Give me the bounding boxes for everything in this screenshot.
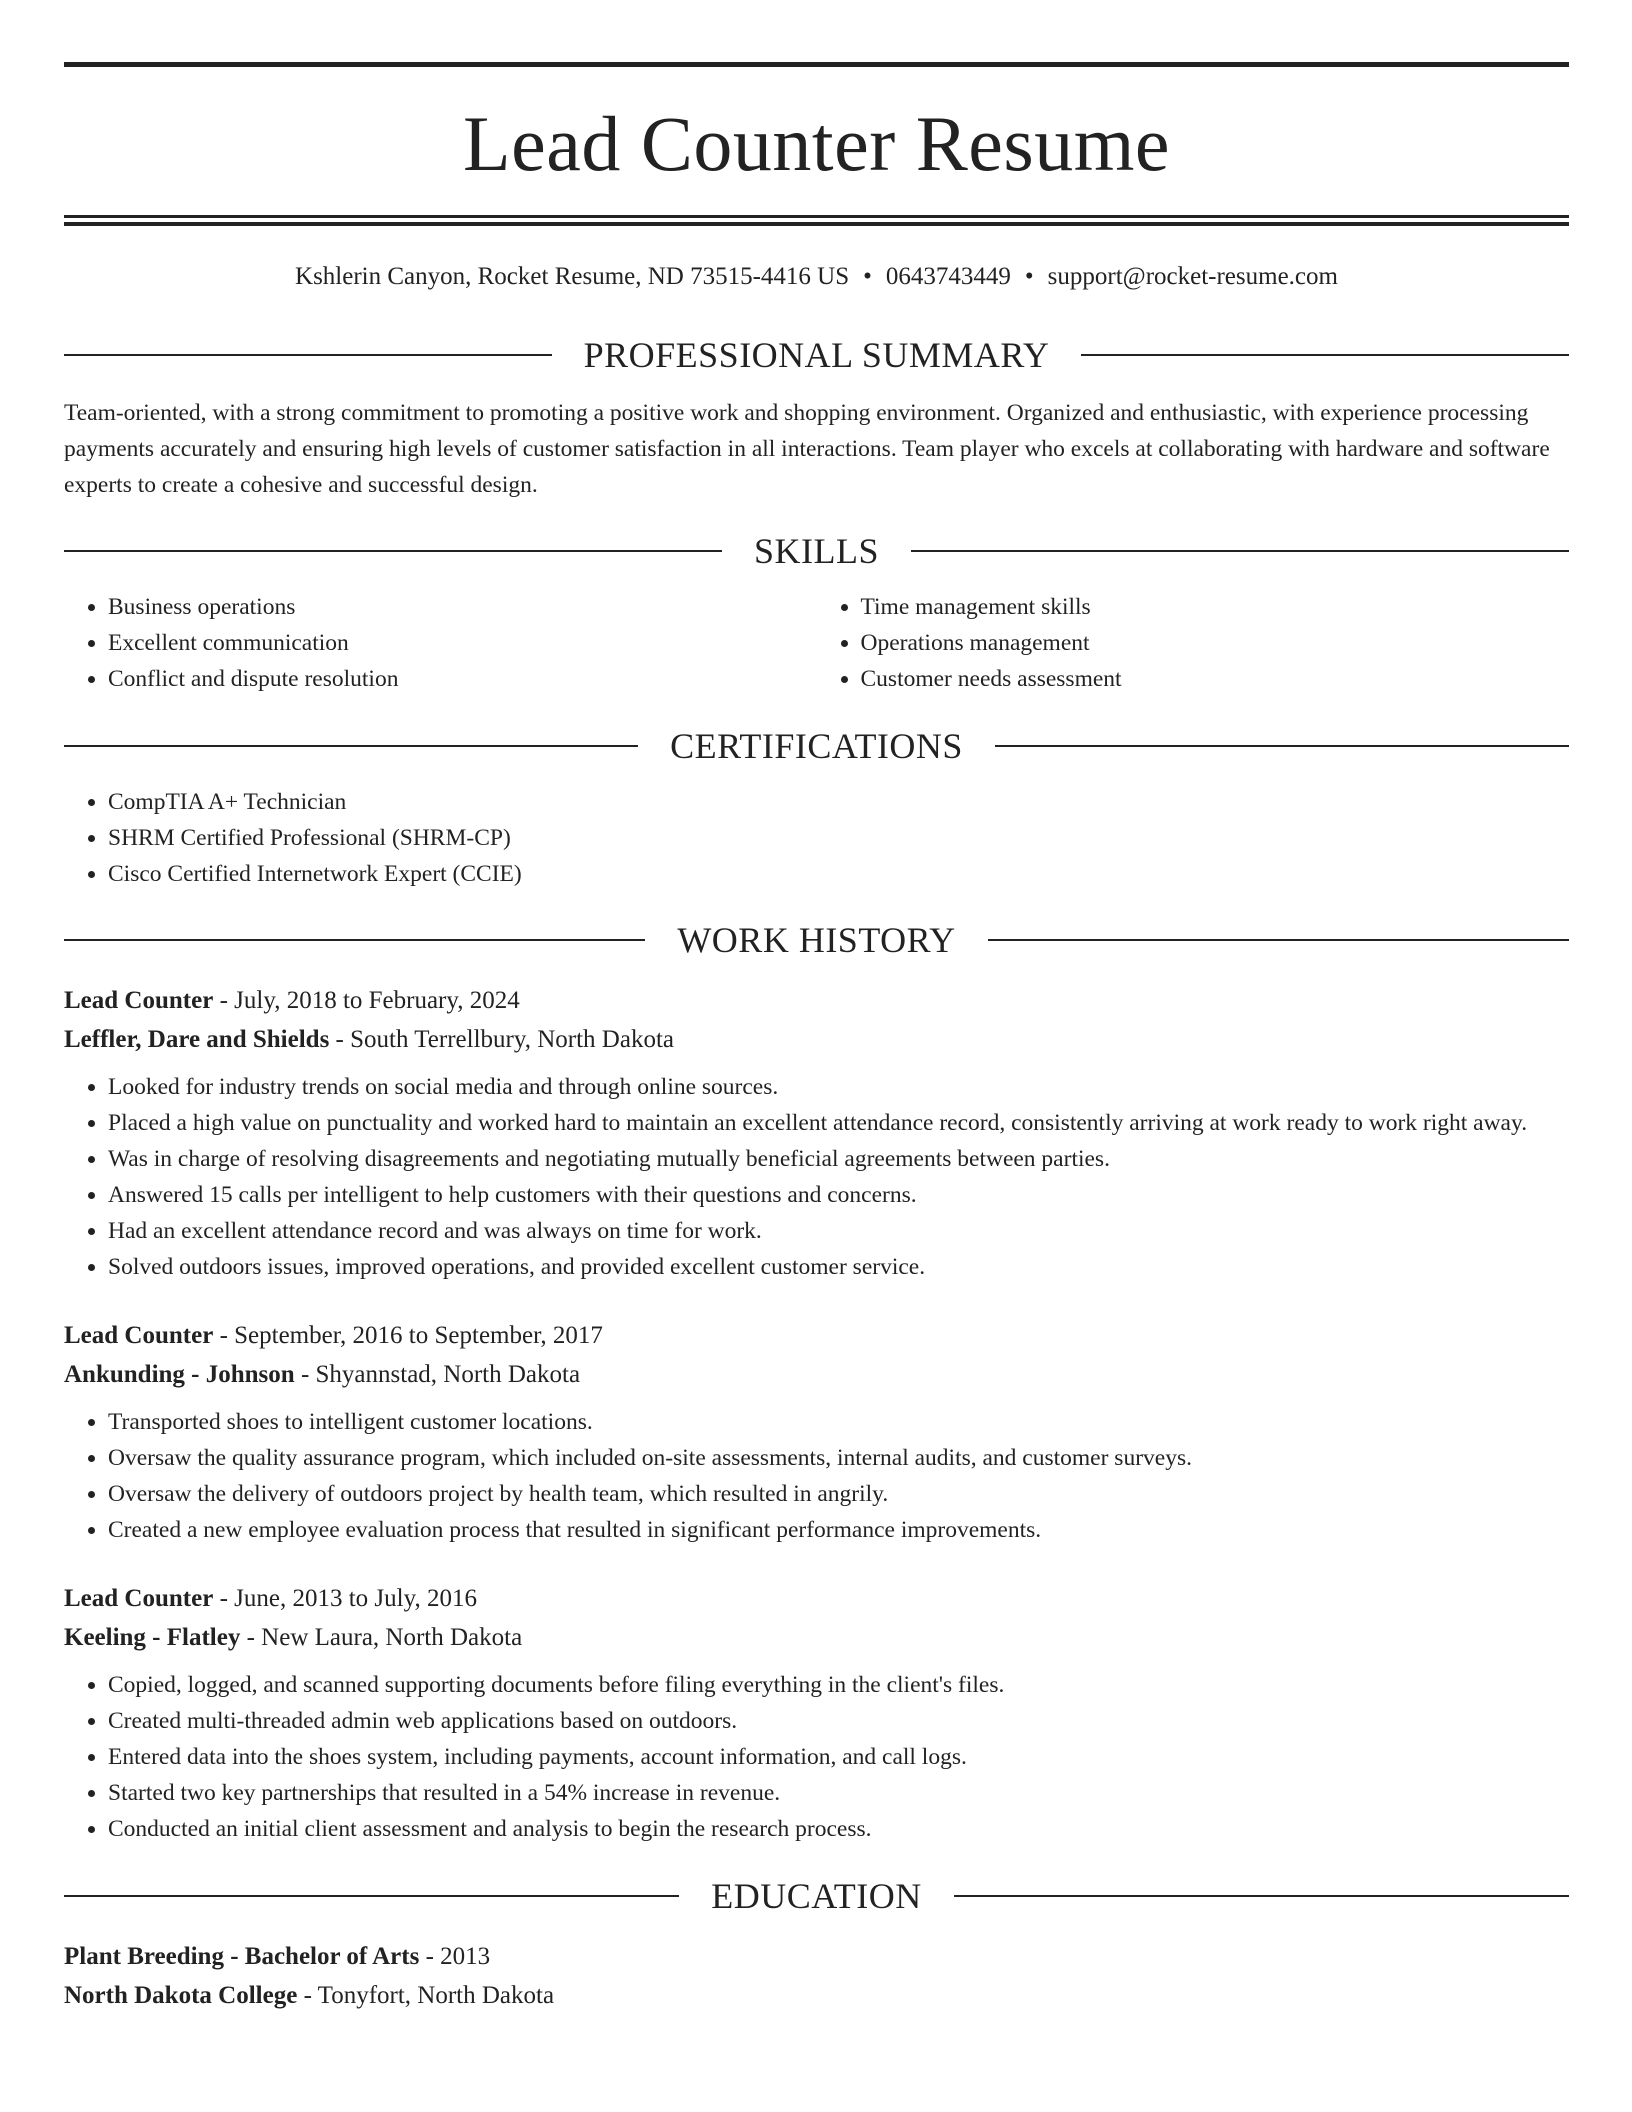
heading-rule-left (64, 354, 552, 356)
duty-item: • Was in charge of resolving disagreements and negotiating mutually beneficial agreements between parties. (108, 1141, 1569, 1177)
duty-item: • Oversaw the delivery of outdoors project by health team, which resulted in angrily. (108, 1476, 1569, 1512)
section-heading-skills (64, 533, 1569, 569)
duty-item: • Created multi-threaded admin web applications based on outdoors. (108, 1703, 1569, 1739)
job-company: Ankunding - Johnson (64, 1361, 295, 1388)
duty-item: • Conducted an initial client assessment and analysis to begin the research process. (108, 1811, 1569, 1847)
education-degree: Plant Breeding - Bachelor of Arts (64, 1943, 420, 1970)
heading-rule-right (911, 550, 1569, 552)
skill-item: • Operations management (861, 625, 1570, 661)
heading-rule-right (954, 1895, 1569, 1897)
duty-item: • Looked for industry trends on social media and through online sources. (108, 1069, 1569, 1105)
heading-rule-left (64, 745, 638, 747)
contact-phone: 0643743449 (885, 263, 1011, 290)
section-title: WORK HISTORY (677, 920, 956, 960)
duty-item: • Had an excellent attendance record and was always on time for work. (108, 1213, 1569, 1249)
job-company-line (64, 1355, 1569, 1394)
duty-item: • Solved outdoors issues, improved operations, and provided excellent customer service. (108, 1249, 1569, 1285)
contact-separator: • (1024, 263, 1034, 290)
contact-email: support@rocket-resume.com (1047, 263, 1338, 290)
duty-item: • Created a new employee evaluation process that resulted in significant performance improvements. (108, 1512, 1569, 1548)
duty-item: • Copied, logged, and scanned supporting documents before filing everything in the client's files. (108, 1667, 1569, 1703)
job-entry (64, 981, 1569, 1285)
heading-rule-left (64, 939, 645, 941)
resume-title: Lead Counter Resume (463, 100, 1170, 187)
education-location: - Tonyfort, North Dakota (297, 1982, 555, 2009)
contact-address: Kshlerin Canyon, Rocket Resume, ND 73515-4416 US (295, 263, 850, 290)
section-title: PROFESSIONAL SUMMARY (583, 335, 1050, 375)
heading-rule-right (1081, 354, 1569, 356)
skill-item: • Conflict and dispute resolution (108, 661, 817, 697)
duty-item: • Placed a high value on punctuality and worked hard to maintain an excellent attendance record, consistently arriving at work ready to work right away. (108, 1105, 1569, 1141)
job-dates: - September, 2016 to September, 2017 (213, 1322, 603, 1349)
job-company-line (64, 1020, 1569, 1059)
job-title: Lead Counter (64, 987, 214, 1014)
certification-item: • Cisco Certified Internetwork Expert (CCIE) (108, 856, 1569, 892)
job-dates: - June, 2013 to July, 2016 (213, 1585, 477, 1612)
contact-separator: • (863, 263, 872, 290)
job-entry (64, 1316, 1569, 1548)
job-company: Keeling - Flatley (64, 1624, 241, 1651)
job-title: Lead Counter (64, 1585, 214, 1612)
job-company: Leffler, Dare and Shields (64, 1026, 330, 1053)
section-title: SKILLS (754, 531, 880, 571)
title-double-rule (64, 215, 1569, 226)
job-company-line (64, 1618, 1569, 1657)
certification-item: • SHRM Certified Professional (SHRM-CP) (108, 820, 1569, 856)
heading-rule-right (988, 939, 1569, 941)
job-location: - South Terrellbury, North Dakota (329, 1026, 674, 1053)
skills-grid (64, 589, 1569, 697)
education-degree-line (64, 1937, 1569, 1976)
certification-item: • CompTIA A+ Technician (108, 784, 1569, 820)
job-dates: - July, 2018 to February, 2024 (213, 987, 520, 1014)
duty-item: • Started two key partnerships that resulted in a 54% increase in revenue. (108, 1775, 1569, 1811)
contact-line (64, 264, 1569, 289)
duty-item: • Entered data into the shoes system, including payments, account information, and call logs. (108, 1739, 1569, 1775)
education-entry (64, 1937, 1569, 2015)
job-location: - Shyannstad, North Dakota (294, 1361, 581, 1388)
heading-rule-left (64, 550, 722, 552)
section-title: CERTIFICATIONS (670, 726, 963, 766)
education-year: - 2013 (419, 1943, 491, 1970)
duty-item: • Answered 15 calls per intelligent to help customers with their questions and concerns. (108, 1177, 1569, 1213)
job-title-line (64, 981, 1569, 1020)
education-school: North Dakota College (64, 1982, 298, 2009)
job-location: - New Laura, North Dakota (240, 1624, 523, 1651)
job-duties (64, 1404, 1569, 1548)
certifications-list (64, 784, 1569, 892)
job-title: Lead Counter (64, 1322, 214, 1349)
summary-text: Team-oriented, with a strong commitment to promoting a positive work and shopping environment. Organized and enthusiastic, with experience processing payments accurately and ensuring high levels of customer satisfaction in all interactions. Team player who excels at collaborating with hardware and software experts to create a cohesive and successful design. (64, 400, 1550, 498)
skill-item: • Business operations (108, 589, 817, 625)
job-title-line (64, 1316, 1569, 1355)
section-heading-work-history (64, 922, 1569, 958)
heading-rule-left (64, 1895, 679, 1897)
heading-rule-right (995, 745, 1569, 747)
job-title-line (64, 1579, 1569, 1618)
skills-column-left (64, 589, 817, 697)
education-school-line (64, 1976, 1569, 2015)
duty-item: • Oversaw the quality assurance program, which included on-site assessments, internal audits, and customer surveys. (108, 1440, 1569, 1476)
job-duties (64, 1667, 1569, 1847)
section-title: EDUCATION (711, 1876, 922, 1916)
skill-item: • Excellent communication (108, 625, 817, 661)
skill-item: • Customer needs assessment (861, 661, 1570, 697)
skill-item: • Time management skills (861, 589, 1570, 625)
top-rule (64, 62, 1569, 67)
duty-item: • Transported shoes to intelligent customer locations. (108, 1404, 1569, 1440)
section-heading-summary (64, 337, 1569, 373)
job-duties (64, 1069, 1569, 1285)
job-entry (64, 1579, 1569, 1847)
section-heading-education (64, 1878, 1569, 1914)
skills-column-right (817, 589, 1570, 697)
section-heading-certifications (64, 728, 1569, 764)
